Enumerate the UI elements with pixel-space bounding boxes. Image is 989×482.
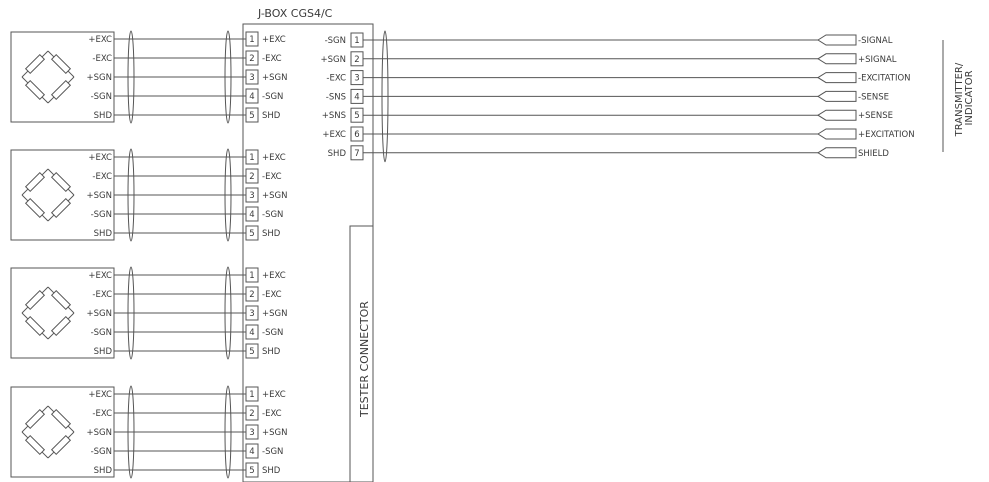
jbox-terminal-label: SHD [262, 229, 281, 239]
jbox-terminal-number: 3 [249, 309, 255, 319]
jbox-terminal-number: 4 [249, 92, 255, 102]
jbox-terminal-label: +SGN [262, 191, 288, 201]
load-cell-pin-label: -SGN [90, 210, 112, 220]
output-connector [818, 91, 856, 101]
load-cell-pin-label: -SGN [90, 92, 112, 102]
load-cell-pin-label: SHD [93, 229, 112, 239]
jbox-terminal-label: SHD [262, 347, 281, 357]
transmitter-label-line1: TRANSMITTER/ [954, 62, 965, 137]
jbox-output-label: +EXC [322, 130, 346, 140]
jbox-terminal-label: +SGN [262, 428, 288, 438]
load-cell-pin-label: -EXC [92, 409, 112, 419]
jbox-terminal-label: -SGN [262, 210, 284, 220]
load-cell-pin-label: +EXC [88, 390, 112, 400]
load-cell-group-3 [11, 267, 287, 359]
output-row-2 [321, 52, 897, 66]
jbox-terminal-number: 5 [249, 347, 255, 357]
jbox-output-number: 1 [354, 36, 360, 46]
jbox-output-number: 4 [354, 92, 360, 103]
jbox-terminal-number: 3 [249, 73, 255, 83]
strain-gauge-resistor [46, 404, 77, 435]
load-cell-pin-label: +SGN [86, 309, 112, 319]
output-connector [818, 35, 856, 45]
output-signal-label: +EXCITATION [858, 130, 915, 140]
load-cell-pin-label: +SGN [86, 428, 112, 438]
jbox-terminal-number: 3 [249, 191, 255, 201]
strain-gauge-resistor [46, 311, 77, 342]
load-cell-pin-label: -EXC [92, 290, 112, 300]
output-signal-label: -SENSE [858, 92, 889, 103]
jbox-terminal-number: 4 [249, 447, 255, 457]
jbox-terminal-label: +SGN [262, 73, 288, 83]
jbox-terminal-label: -EXC [262, 290, 282, 300]
strain-gauge-resistor [20, 404, 51, 435]
jbox-terminal-number: 5 [249, 229, 255, 239]
load-cell-pin-label: -SGN [90, 447, 112, 457]
output-connector [818, 129, 856, 139]
jbox-terminal-number: 1 [249, 390, 255, 400]
jbox-terminal-number: 4 [249, 328, 255, 338]
load-cell-pin-label: -EXC [92, 172, 112, 182]
output-signal-label: +SENSE [858, 111, 894, 122]
transmitter-indicator-label [954, 60, 975, 138]
output-row-4 [326, 89, 889, 103]
jbox-terminal-label: -EXC [262, 54, 282, 64]
output-connector [818, 54, 856, 64]
jbox-terminal-label: SHD [262, 111, 281, 121]
jbox-terminal-label: SHD [262, 466, 281, 476]
load-cell-group-4 [11, 386, 287, 478]
jbox-terminal-number: 1 [249, 271, 255, 281]
jbox-terminal-number: 2 [249, 290, 255, 300]
jbox-output-number: 7 [354, 148, 360, 159]
load-cell-group-1 [11, 31, 287, 123]
strain-gauge-resistor [46, 430, 77, 461]
jbox-terminal-label: +EXC [262, 390, 286, 400]
strain-gauge-resistor [46, 167, 77, 198]
jbox-output-label: -SGN [324, 36, 346, 46]
jbox-terminal-label: -EXC [262, 409, 282, 419]
output-signal-label: +SIGNAL [858, 54, 897, 65]
jbox-terminal-number: 1 [249, 153, 255, 163]
load-cell-pin-label: -SGN [90, 328, 112, 338]
strain-gauge-resistor [20, 193, 51, 224]
output-signal-label: -SIGNAL [858, 36, 893, 46]
jbox-terminal-number: 4 [249, 210, 255, 220]
jbox-terminal-label: -SGN [262, 328, 284, 338]
load-cell-pin-label: +EXC [88, 153, 112, 163]
jbox-terminal-label: +EXC [262, 35, 286, 45]
strain-gauge-resistor [46, 75, 77, 106]
load-cell-pin-label: +SGN [86, 191, 112, 201]
load-cell-pin-label: -EXC [92, 54, 112, 64]
output-signal-label: SHIELD [858, 148, 889, 159]
transmitter-label-line2: INDICATOR [964, 70, 975, 126]
jbox-terminal-label: -SGN [262, 92, 284, 102]
jbox-output-number: 5 [354, 111, 360, 122]
jbox-terminal-label: -EXC [262, 172, 282, 182]
tester-connector-label: TESTER CONNECTOR [358, 301, 371, 417]
jbox-terminal-number: 2 [249, 54, 255, 64]
strain-gauge-resistor [46, 49, 77, 80]
load-cell-pin-label: SHD [93, 466, 112, 476]
jbox-title: J-BOX CGS4/C [258, 7, 333, 20]
jbox-terminal-number: 2 [249, 172, 255, 182]
jbox-terminal-number: 5 [249, 466, 255, 476]
output-row-5 [322, 108, 893, 122]
load-cell-pin-label: +SGN [86, 73, 112, 83]
jbox-terminal-label: +EXC [262, 271, 286, 281]
jbox-terminal-number: 3 [249, 428, 255, 438]
strain-gauge-resistor [20, 285, 51, 316]
strain-gauge-resistor [20, 311, 51, 342]
load-cell-pin-label: +EXC [88, 271, 112, 281]
output-connector [818, 110, 856, 120]
strain-gauge-resistor [20, 49, 51, 80]
jbox-terminal-number: 1 [249, 35, 255, 45]
output-signal-label: -EXCITATION [858, 73, 911, 84]
jbox-terminal-number: 5 [249, 111, 255, 121]
jbox-output-number: 2 [354, 54, 360, 65]
load-cell-pin-label: SHD [93, 347, 112, 357]
output-row-7 [328, 146, 890, 160]
load-cell-pin-label: SHD [93, 111, 112, 121]
strain-gauge-resistor [20, 75, 51, 106]
output-row-3 [326, 71, 910, 85]
output-connector [818, 148, 856, 158]
jbox-terminal-label: +SGN [262, 309, 288, 319]
strain-gauge-resistor [20, 430, 51, 461]
output-row-6 [322, 127, 914, 141]
jbox-output-number: 6 [354, 130, 360, 140]
load-cell-pin-label: +EXC [88, 35, 112, 45]
jbox-output-label: +SGN [320, 54, 346, 65]
jbox-terminal-label: +EXC [262, 153, 286, 163]
jbox-terminal-label: -SGN [262, 447, 284, 457]
jbox-terminal-number: 2 [249, 409, 255, 419]
strain-gauge-resistor [46, 285, 77, 316]
output-row-1 [325, 33, 893, 47]
jbox-output-label: +SNS [321, 111, 346, 122]
strain-gauge-resistor [20, 167, 51, 198]
strain-gauge-resistor [46, 193, 77, 224]
jbox-output-label: -SNS [325, 92, 346, 103]
jbox-output-label: SHD [327, 148, 346, 159]
output-connector [818, 73, 856, 83]
jbox-output-number: 3 [354, 73, 360, 84]
load-cell-group-2 [11, 149, 287, 241]
jbox-output-label: -EXC [326, 73, 346, 84]
